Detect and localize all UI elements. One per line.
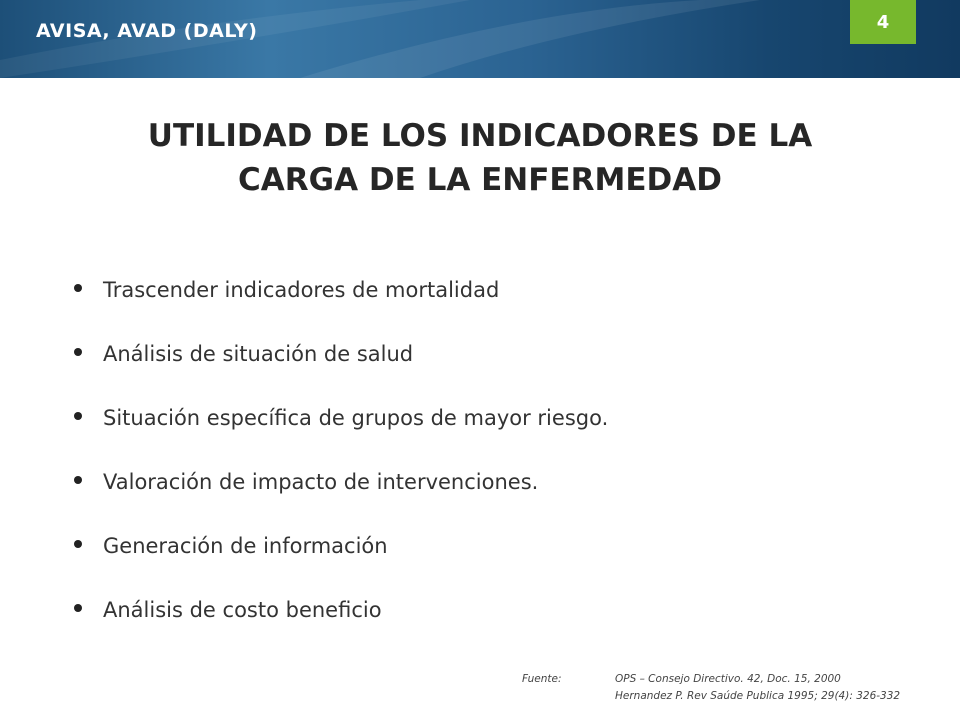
- bullet-text: Situación específica de grupos de mayor riesgo.: [103, 406, 609, 430]
- header-band: [0, 0, 960, 78]
- section-title: AVISA, AVAD (DALY): [36, 20, 258, 42]
- bullet-text: Trascender indicadores de mortalidad: [103, 278, 500, 302]
- slide-title-line: UTILIDAD DE LOS INDICADORES DE LA: [147, 118, 813, 154]
- source-reference-line: Hernandez P. Rev Saúde Publica 1995; 29(4): 326-332: [615, 690, 901, 702]
- bullet-item: [74, 450, 608, 514]
- bullet-dot-icon: [74, 604, 82, 612]
- bullet-dot-icon: [74, 348, 82, 356]
- bullet-item: [74, 578, 608, 642]
- slide-title: [90, 114, 870, 202]
- bullet-item: [74, 386, 608, 450]
- bullet-text: Análisis de situación de salud: [103, 342, 414, 366]
- bullet-dot-icon: [74, 476, 82, 484]
- source-label: Fuente:: [522, 673, 562, 685]
- source-reference-line: OPS – Consejo Directivo. 42, Doc. 15, 2000: [615, 673, 841, 685]
- bullet-item: [74, 258, 608, 322]
- source-references: [615, 671, 900, 705]
- slide-title-line: CARGA DE LA ENFERMEDAD: [238, 162, 722, 198]
- bullet-list: [74, 258, 608, 642]
- page-number-badge: 4: [850, 0, 916, 44]
- bullet-item: [74, 514, 608, 578]
- bullet-dot-icon: [74, 412, 82, 420]
- bullet-item: [74, 322, 608, 386]
- bullet-text: Análisis de costo beneficio: [103, 598, 382, 622]
- bullet-dot-icon: [74, 284, 82, 292]
- bullet-text: Generación de información: [103, 534, 388, 558]
- bullet-dot-icon: [74, 540, 82, 548]
- bullet-text: Valoración de impacto de intervenciones.: [103, 470, 539, 494]
